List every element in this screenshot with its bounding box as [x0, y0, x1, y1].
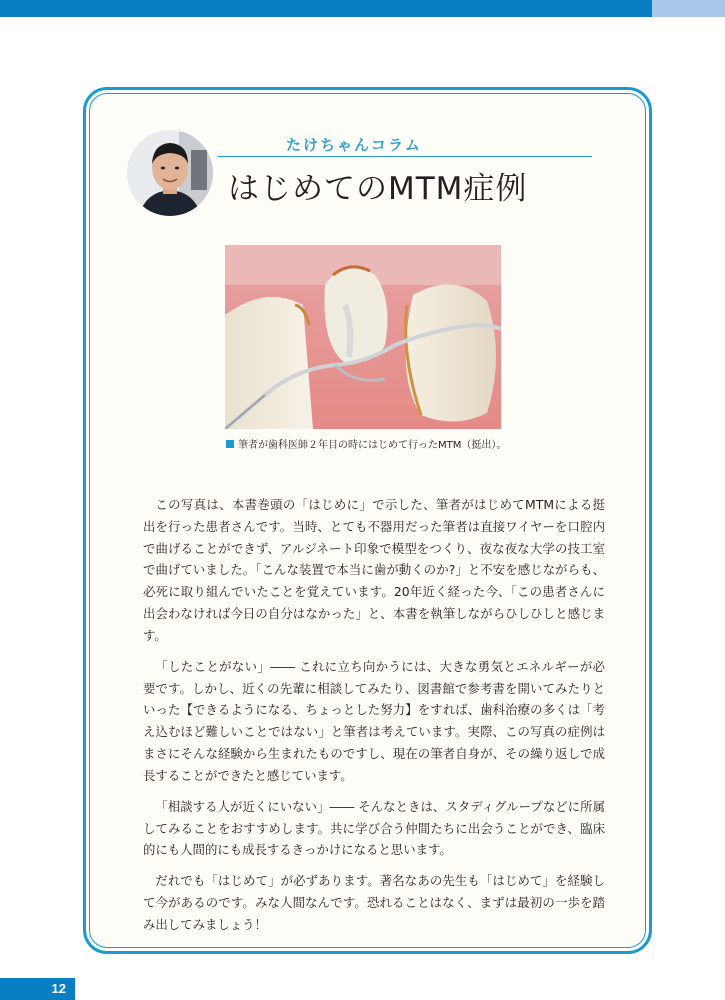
column-title: はじめてのMTM症例: [228, 171, 528, 207]
column-label: たけちゃんコラム: [286, 136, 422, 154]
body-paragraph: 「したことがない」―― これに立ち向かうには、大きな勇気とエネルギーが必要です。しかし、近くの先輩に相談してみたり、図書館で参考書を開いてみたりといった【できるようになる、ちょっとした努力】をすれば、歯科治療の多くは「考え込むほど難しいことではない」と筆者は考えています。実際、この写真の症例はまさにそんな経験から生まれたものですし、現在の筆者自身が、その繰り返しで成長することができたと感じています。: [143, 658, 605, 783]
caption-square-icon: [226, 440, 234, 448]
author-avatar: [127, 130, 213, 216]
title-rule: [218, 156, 592, 157]
photo-caption-text: 筆者が歯科医師２年目の時にはじめて行ったMTM（挺出）。: [238, 440, 507, 451]
body-paragraph: この写真は、本書巻頭の「はじめに」で示した、筆者がはじめてMTMによる挺出を行った患者さんです。当時、とても不器用だった筆者は直接ワイヤーを口腔内で曲げることができず、アルジネート印象で模型をつくり、夜な夜な大学の技工室で曲げていました。「こんな装置で本当に歯が動くのか?」と不安を感じながらも、必死に取り組んでいたことを覚えています。20年近く経った今、「この患者さんに出会わなければ今日の自分はなかった」と、本書を執筆しながらひしひしと感じます。: [143, 497, 605, 643]
column-body: [143, 494, 605, 945]
photo-caption: [226, 436, 506, 451]
body-paragraph: だれでも「はじめて」が必ずあります。著名なあの先生も「はじめて」を経験して今があるのです。みな人間なんです。恐れることはなく、まずは最初の一歩を踏み出してみましょう！: [143, 873, 605, 932]
header-bar-tab: [652, 0, 725, 17]
page-number: 12: [0, 978, 75, 1000]
clinical-photo: [225, 245, 501, 429]
body-paragraph: 「相談する人が近くにいない」―― そんなときは、スタディグループなどに所属してみることをおすすめします。共に学び合う仲間たちに出会うことができ、臨床的にも人間的にも成長するきっかけになると思います。: [143, 798, 605, 858]
header-bar: [0, 0, 652, 17]
